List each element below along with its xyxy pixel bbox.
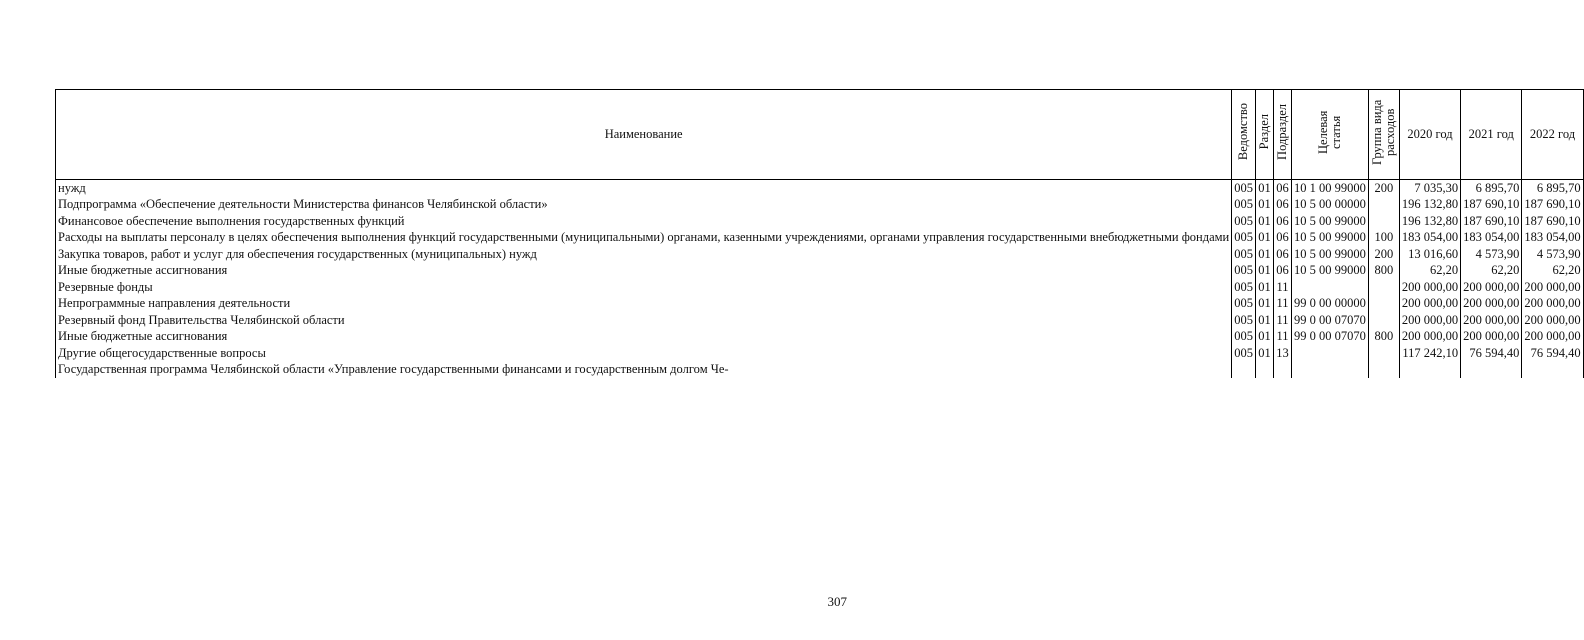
header-gruppa-label: Группа вида расходов	[1369, 99, 1397, 165]
header-vedomstvo-label: Ведомство	[1236, 103, 1251, 161]
row-2022: 76 594,40	[1522, 345, 1583, 362]
row-gruppa	[1368, 312, 1399, 329]
row-2022: 4 573,90	[1522, 246, 1583, 263]
table-body	[56, 179, 1584, 378]
row-vedomstvo: 005	[1232, 312, 1256, 329]
row-2021: 187 690,10	[1461, 213, 1522, 230]
row-tselevaya	[1292, 279, 1369, 296]
row-tselevaya: 99 0 00 07070	[1292, 328, 1369, 345]
row-tselevaya: 10 5 00 00000	[1292, 196, 1369, 213]
table-row	[56, 361, 1584, 378]
row-2022: 6 895,70	[1522, 179, 1583, 196]
row-2020: 13 016,60	[1399, 246, 1460, 263]
row-2021: 200 000,00	[1461, 328, 1522, 345]
row-2021: 62,20	[1461, 262, 1522, 279]
row-2020: 196 132,80	[1399, 196, 1460, 213]
row-2022: 183 054,00	[1522, 229, 1583, 246]
row-razdel: 01	[1256, 246, 1274, 263]
header-vedomstvo	[1232, 90, 1256, 180]
header-2020: 2020 год	[1399, 90, 1460, 180]
table-row	[56, 196, 1584, 213]
row-name: Закупка товаров, работ и услуг для обеспечения государственных (муниципальных) нужд	[56, 246, 1232, 263]
row-tselevaya: 10 1 00 99000	[1292, 179, 1369, 196]
row-vedomstvo: 005	[1232, 262, 1256, 279]
row-2022: 62,20	[1522, 262, 1583, 279]
header-tselevaya-label: Целевая статья	[1315, 110, 1343, 154]
row-razdel: 01	[1256, 179, 1274, 196]
row-gruppa	[1368, 196, 1399, 213]
header-razdel-label: Раздел	[1257, 114, 1271, 150]
row-2020: 117 242,10	[1399, 345, 1460, 362]
row-2020: 200 000,00	[1399, 328, 1460, 345]
row-2021	[1461, 361, 1522, 378]
row-2020: 196 132,80	[1399, 213, 1460, 230]
row-tselevaya: 10 5 00 99000	[1292, 262, 1369, 279]
table-row	[56, 246, 1584, 263]
table-row	[56, 312, 1584, 329]
row-2020: 62,20	[1399, 262, 1460, 279]
row-name: Резервный фонд Правительства Челябинской области	[56, 312, 1232, 329]
row-2021: 200 000,00	[1461, 312, 1522, 329]
row-gruppa: 800	[1368, 328, 1399, 345]
page-number: 307	[827, 594, 847, 609]
row-name: Другие общегосударственные вопросы	[56, 345, 1232, 362]
row-2021: 6 895,70	[1461, 179, 1522, 196]
row-2022: 187 690,10	[1522, 213, 1583, 230]
row-name: Резервные фонды	[56, 279, 1232, 296]
row-tselevaya	[1292, 361, 1369, 378]
row-podrazdel: 11	[1274, 312, 1292, 329]
row-tselevaya: 99 0 00 00000	[1292, 295, 1369, 312]
row-2022: 200 000,00	[1522, 279, 1583, 296]
row-razdel: 01	[1256, 295, 1274, 312]
row-vedomstvo: 005	[1232, 246, 1256, 263]
row-podrazdel: 06	[1274, 179, 1292, 196]
row-podrazdel: 06	[1274, 196, 1292, 213]
row-tselevaya	[1292, 345, 1369, 362]
header-2022: 2022 год	[1522, 90, 1583, 180]
row-2020: 200 000,00	[1399, 279, 1460, 296]
row-2022: 200 000,00	[1522, 295, 1583, 312]
row-razdel: 01	[1256, 312, 1274, 329]
row-vedomstvo: 005	[1232, 229, 1256, 246]
row-vedomstvo: 005	[1232, 295, 1256, 312]
row-razdel: 01	[1256, 262, 1274, 279]
row-tselevaya: 99 0 00 07070	[1292, 312, 1369, 329]
row-name: нужд	[56, 179, 1232, 196]
row-podrazdel: 11	[1274, 295, 1292, 312]
row-2021: 200 000,00	[1461, 295, 1522, 312]
row-vedomstvo: 005	[1232, 328, 1256, 345]
header-tselevaya	[1292, 90, 1369, 180]
header-row	[56, 90, 1584, 180]
row-name: Государственная программа Челябинской области «Управление государственными финансами и государственным долгом Че-	[56, 361, 1232, 378]
row-gruppa	[1368, 213, 1399, 230]
table-row	[56, 229, 1584, 246]
row-2021: 187 690,10	[1461, 196, 1522, 213]
header-gruppa	[1368, 90, 1399, 180]
row-2020: 200 000,00	[1399, 312, 1460, 329]
header-razdel	[1256, 90, 1274, 180]
row-2022	[1522, 361, 1583, 378]
row-vedomstvo: 005	[1232, 213, 1256, 230]
row-gruppa	[1368, 279, 1399, 296]
row-2020	[1399, 361, 1460, 378]
row-podrazdel: 06	[1274, 246, 1292, 263]
row-razdel: 01	[1256, 345, 1274, 362]
row-gruppa: 200	[1368, 246, 1399, 263]
table-row	[56, 328, 1584, 345]
row-2022: 200 000,00	[1522, 328, 1583, 345]
row-name: Непрограммные направления деятельности	[56, 295, 1232, 312]
row-vedomstvo: 005	[1232, 179, 1256, 196]
row-podrazdel: 13	[1274, 345, 1292, 362]
row-vedomstvo: 005	[1232, 279, 1256, 296]
row-2020: 183 054,00	[1399, 229, 1460, 246]
row-name: Финансовое обеспечение выполнения государственных функций	[56, 213, 1232, 230]
row-gruppa	[1368, 295, 1399, 312]
row-2020: 200 000,00	[1399, 295, 1460, 312]
row-razdel: 01	[1256, 328, 1274, 345]
row-podrazdel: 11	[1274, 279, 1292, 296]
row-podrazdel: 11	[1274, 328, 1292, 345]
row-2020: 7 035,30	[1399, 179, 1460, 196]
row-gruppa: 800	[1368, 262, 1399, 279]
row-podrazdel: 06	[1274, 229, 1292, 246]
table-row	[56, 213, 1584, 230]
row-tselevaya: 10 5 00 99000	[1292, 213, 1369, 230]
row-2021: 200 000,00	[1461, 279, 1522, 296]
row-tselevaya: 10 5 00 99000	[1292, 246, 1369, 263]
row-podrazdel: 06	[1274, 213, 1292, 230]
row-2022: 200 000,00	[1522, 312, 1583, 329]
row-2021: 183 054,00	[1461, 229, 1522, 246]
row-vedomstvo: 005	[1232, 196, 1256, 213]
table-row	[56, 179, 1584, 196]
header-2021: 2021 год	[1461, 90, 1522, 180]
row-podrazdel	[1274, 361, 1292, 378]
row-gruppa	[1368, 345, 1399, 362]
row-vedomstvo	[1232, 361, 1256, 378]
row-razdel: 01	[1256, 213, 1274, 230]
row-name: Иные бюджетные ассигнования	[56, 262, 1232, 279]
row-gruppa: 100	[1368, 229, 1399, 246]
budget-table	[55, 89, 1584, 378]
row-gruppa	[1368, 361, 1399, 378]
table-row	[56, 279, 1584, 296]
row-name: Иные бюджетные ассигнования	[56, 328, 1232, 345]
row-razdel: 01	[1256, 229, 1274, 246]
row-gruppa: 200	[1368, 179, 1399, 196]
row-2021: 76 594,40	[1461, 345, 1522, 362]
table-row	[56, 295, 1584, 312]
row-razdel	[1256, 361, 1274, 378]
row-name: Расходы на выплаты персоналу в целях обеспечения выполнения функций государственными (муниципальными) органами, казенными учреждениями, органами управления государственными внебюджетными фондами	[56, 229, 1232, 246]
row-razdel: 01	[1256, 279, 1274, 296]
row-vedomstvo: 005	[1232, 345, 1256, 362]
row-tselevaya: 10 5 00 99000	[1292, 229, 1369, 246]
table-row	[56, 262, 1584, 279]
row-name: Подпрограмма «Обеспечение деятельности Министерства финансов Челябинской области»	[56, 196, 1232, 213]
row-podrazdel: 06	[1274, 262, 1292, 279]
header-podrazdel	[1274, 90, 1292, 180]
row-2022: 187 690,10	[1522, 196, 1583, 213]
row-razdel: 01	[1256, 196, 1274, 213]
row-2021: 4 573,90	[1461, 246, 1522, 263]
header-podrazdel-label: Подраздел	[1275, 104, 1289, 160]
table-row	[56, 345, 1584, 362]
header-name: Наименование	[56, 90, 1232, 180]
